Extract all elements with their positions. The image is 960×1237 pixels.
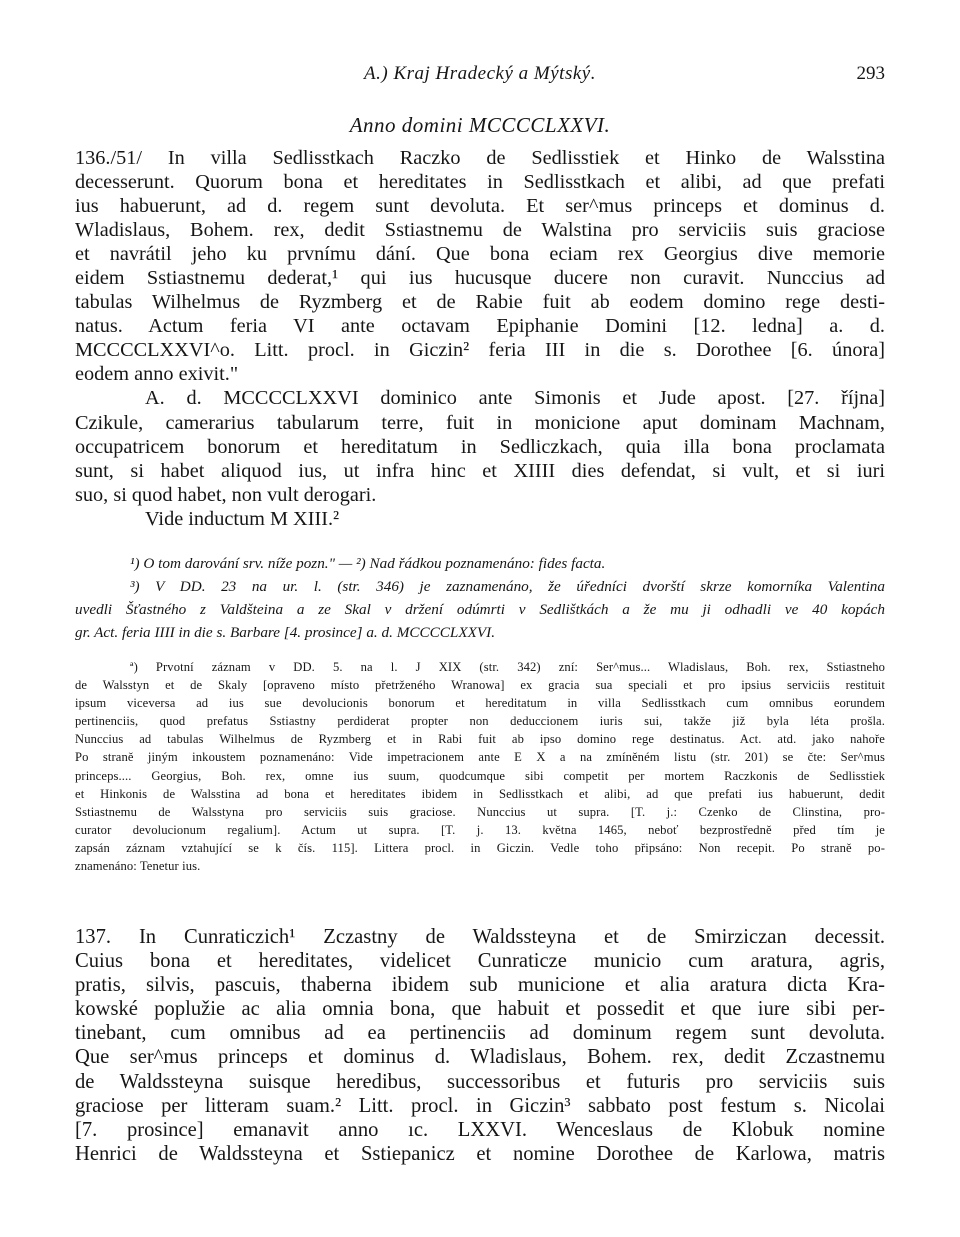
footnote-line: pertinenciis, quod prefatus Sstiastny perdiderat propter non deduccionem iuris sui, takže již byla léta prošla. — [75, 714, 885, 729]
entry-137-line: pratis, silvis, pascuis, thaberna ibidem sub municione et alia aratura dicta Kra- — [75, 974, 885, 997]
entry-137-line: Que ser^mus princeps et dominus d. Wladislaus, Bohem. rex, dedit Zczastnemu — [75, 1046, 885, 1069]
entry-136-line: occupatricem bonorum et hereditatum in Sedliczkach, quia illa bona proclamata — [75, 435, 885, 458]
entry-136-line: sunt, si habet aliquod ius, ut infra hinc et XIIII dies defendat, si vult, et si iuri — [75, 459, 885, 482]
year-heading: Anno domini MCCCCLXXVI. — [349, 113, 611, 137]
footnote-line: Sstiastnemu de Walsstyna pro serviciis suis graciose. Nunccius ut supra. [T. j.: Czenko de Clinstina, pro- — [75, 804, 885, 819]
entry-136-line: eidem Sstiastnemu dederat,¹ qui ius hucusque ducere non curavit. Nunccius ad — [75, 267, 885, 290]
entry-136-line: suo, si quod habet, non vult derogari. — [75, 483, 377, 506]
entry-137-line: graciose per litteram suam.² Litt. procl. in Giczin³ sabbato post festum s. Nicolai — [75, 1094, 885, 1117]
entry-136-line: decesserunt. Quorum bona et hereditates in Sedlisstkach et alibi, ad que prefati — [75, 171, 885, 194]
entry-136-line: ius habuerunt, ad d. regem sunt devoluta. Et ser^mus princeps et dominus d. — [75, 195, 885, 218]
entry-136-line: natus. Actum feria VI ante octavam Epiphanie Domini [12. ledna] a. d. — [75, 315, 885, 338]
entry-137-line: kowské poplužie ac alia omnia bona, que habuit et possedit et que iure sibi per- — [75, 998, 885, 1021]
entry-136-line: tabulas Wilhelmus de Ryzmberg et de Rabie fuit ab eodem domino rege desti- — [75, 291, 885, 314]
footnote-line: Po straně jiným inkoustem poznamenáno: Vide impetracionem ante E X a na zmíněném listu (str. 201) se čte: Ser^mus — [75, 750, 885, 765]
footnote-line: gr. Act. feria IIII in die s. Barbare [4. prosince] a. d. MCCCCLXXVI. — [75, 624, 496, 641]
footnote-line: uvedli Šťastného z Valdšteina a ze Skal v držení odúmrti v Sedlištkách a že mu ji odhadli ve 40 kopách — [75, 601, 885, 618]
footnote-line: ipsum viceversa ad ius sue devolucionis bonorum et hereditatum in villa Sedlisstkach cum omnibus eorundem — [75, 696, 885, 711]
entry-136 — [75, 146, 885, 531]
entry-137-line: Cuius bona et hereditates, videlicet Cunraticze municio cum aratura, agris, — [75, 950, 885, 973]
footnote-line: Nunccius ad tabulas Wilhelmus de Ryzmberg et in Rabi fuit ab ipso domino rege destinatus. Act. atd. jako nahoře — [75, 732, 885, 747]
footnote-line: de Walsstyn et de Skaly [opraveno místo přetrženého Wranowa] ex gracia sua speciali et pro ipsius serviciis restituit — [75, 678, 885, 693]
entry-136-line: Vide inductum M XIII.² — [145, 507, 340, 530]
entry-137 — [75, 925, 885, 1166]
footnote-line: znamenáno: Tenetur ius. — [75, 859, 201, 874]
entry-136-line: MCCCCLXXVI^o. Litt. procl. in Giczin² feria III in die s. Dorothee [6. února] — [75, 339, 885, 362]
entry-136-line: 136./51/ In villa Sedlisstkach Raczko de Sedlisstiek et Hinko de Walsstina — [75, 147, 885, 169]
footnotes-a — [75, 552, 885, 644]
entry-136-line: A. d. MCCCCLXXVI dominico ante Simonis et Jude apost. [27. října] — [145, 387, 885, 410]
entry-137-line: Henrici de Waldssteyna et Sstiepanicz et nomine Dorothee de Karlowa, matris — [75, 1142, 885, 1165]
footnote-line: zapsán záznam vztahující se k čís. 115]. Littera procl. in Giczin. Vedle toho připsáno: Non recepit. Po straně po- — [75, 840, 885, 855]
footnote-line: princeps.... Georgius, Boh. rex, omne ius suum, quodcumque sibi competit per mortem Raczkonis de Sedlisstiek — [75, 768, 885, 783]
page-number: 293 — [856, 63, 885, 84]
entry-137-line: tinebant, cum omnibus ad ea pertinenciis ad dominum regem sunt devoluta. — [75, 1022, 885, 1045]
footnotes-b — [75, 658, 885, 875]
entry-136-line: eodem anno exivit." — [75, 363, 239, 386]
running-title: A.) Kraj Hradecký a Mýtský. — [364, 63, 596, 84]
page-header — [75, 63, 885, 87]
entry-137-line: de Waldssteyna suisque heredibus, successoribus et futuris pro serviciis suis — [75, 1070, 885, 1093]
entry-136-line: Czikule, camerarius tabularum terre, fuit in monicione aput dominam Machnam, — [75, 411, 885, 434]
footnote-line: ³) V DD. 23 na ur. l. (str. 346) je zaznamenáno, že úředníci dvorští skrze komorníka Valentina — [130, 578, 885, 595]
footnote-line: et Hinkonis de Walsstina ad bona et hereditates ibidem in Sedlisstkach et alibi, ad que prefati ius habuerunt, dedit — [75, 786, 885, 801]
entry-136-line: et navrátil jeho ku prvnímu dání. Que bona eciam rex Georgius dive memorie — [75, 243, 885, 266]
entry-137-line: [7. prosince] emanavit anno ıc. LXXVI. Wenceslaus de Klobuk nomine — [75, 1118, 885, 1141]
footnote-line: ª) Prvotní záznam v DD. 5. na l. J XIX (str. 342) zní: Ser^mus... Wladislaus, Boh. rex, Sstiastneho — [130, 660, 885, 674]
footnote-line: curator devolucionum regalium]. Actum ut supra. [T. j. 13. května 1465, neboť bezprostředně před tím je — [75, 822, 885, 837]
entry-137-line: 137. In Cunraticzich¹ Zczastny de Waldssteyna et de Smirziczan decessit. — [75, 926, 885, 948]
footnote-line: ¹) O tom darování srv. níže pozn." — ²) Nad řádkou poznamenáno: fides facta. — [130, 555, 606, 572]
entry-136-line: Wladislaus, Bohem. rex, dedit Sstiastnemu de Walstina pro serviciis suis graciose — [75, 219, 885, 242]
